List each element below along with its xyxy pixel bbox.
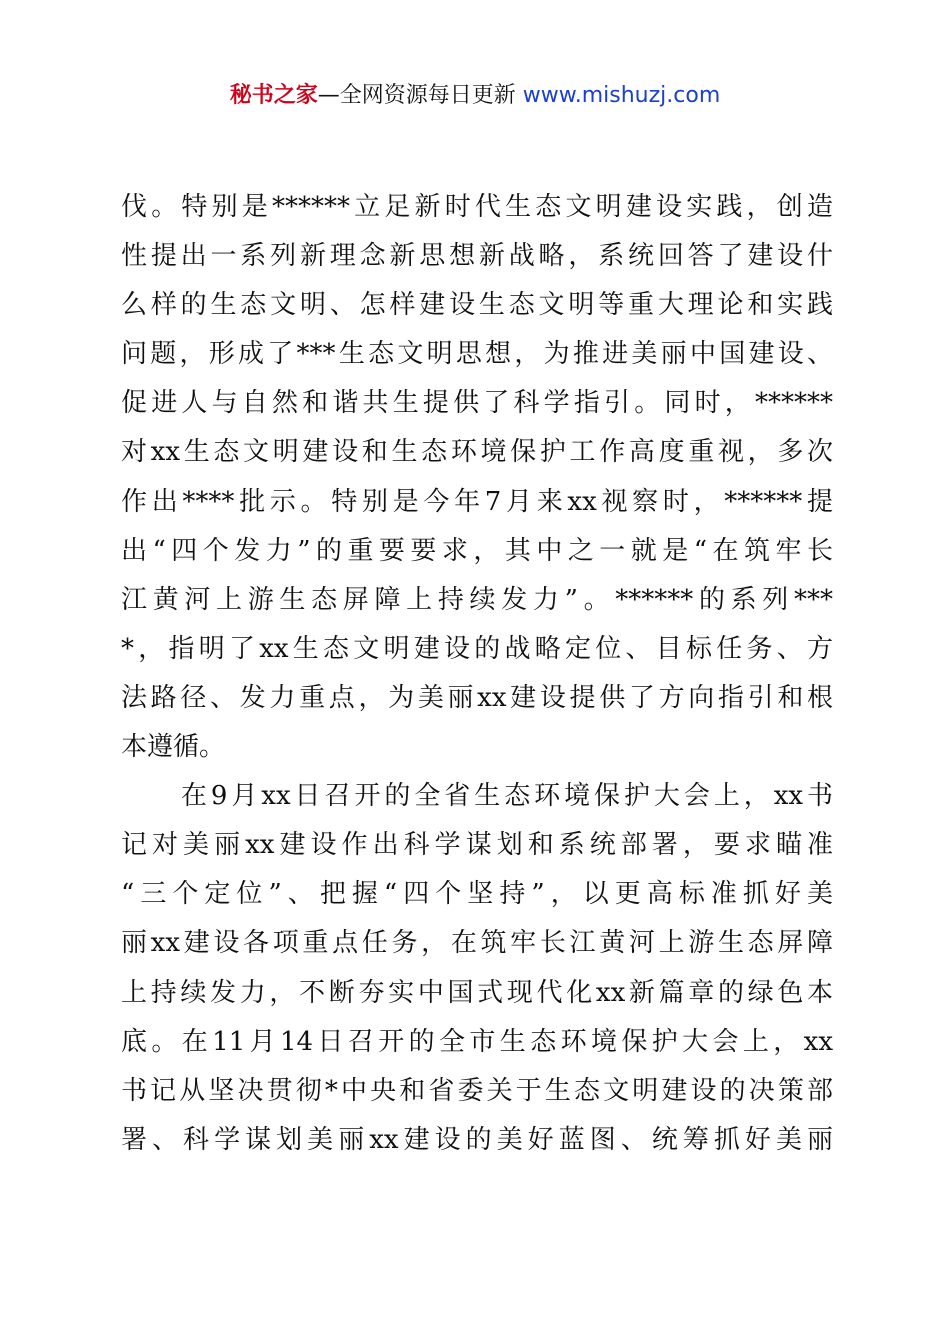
- site-brand: 秘书之家: [229, 83, 318, 108]
- site-header: [0, 78, 950, 114]
- text-line: 本遵循。: [121, 732, 226, 763]
- text-line: “三个定位”、把握“四个坚持”，以更高标准抓好美: [121, 879, 833, 910]
- text-line: 么样的生态文明、怎样建设生态文明等重大理论和实践: [121, 290, 833, 321]
- site-tagline: —全网资源每日更新: [317, 83, 516, 108]
- text-line: 署、科学谋划美丽xx建设的美好蓝图、统筹抓好美丽: [121, 1124, 833, 1155]
- text-line: 促进人与自然和谐共生提供了科学指引。同时，******: [121, 388, 833, 419]
- text-line: 上持续发力，不断夯实中国式现代化xx新篇章的绿色本: [121, 977, 833, 1008]
- site-url-link[interactable]: www.mishuzj.com: [522, 83, 721, 108]
- text-line: 性提出一系列新理念新思想新战略，系统回答了建设什: [121, 241, 833, 272]
- text-line: 在9月xx日召开的全省生态环境保护大会上，xx书: [121, 781, 833, 812]
- text-line: 对xx生态文明建设和生态环境保护工作高度重视，多次: [121, 437, 833, 468]
- document-body: [121, 183, 833, 1165]
- text-line: *，指明了xx生态文明建设的战略定位、目标任务、方: [121, 633, 833, 664]
- paragraph-1: [121, 183, 833, 772]
- text-line: 记对美丽xx建设作出科学谋划和系统部署，要求瞄准: [121, 830, 833, 861]
- text-line: 书记从坚决贯彻*中央和省委关于生态文明建设的决策部: [121, 1075, 833, 1106]
- text-line: 问题，形成了***生态文明思想，为推进美丽中国建设、: [121, 339, 833, 370]
- text-line: 作出****批示。特别是今年7月来xx视察时，******提: [121, 486, 833, 517]
- text-line: 丽xx建设各项重点任务，在筑牢长江黄河上游生态屏障: [121, 928, 833, 959]
- text-line: 出“四个发力”的重要要求，其中之一就是“在筑牢长: [121, 535, 833, 566]
- text-line: 江黄河上游生态屏障上持续发力”。******的系列***: [121, 584, 833, 615]
- paragraph-2: [121, 772, 833, 1165]
- text-line: 底。在11月14日召开的全市生态环境保护大会上，xx: [121, 1026, 833, 1057]
- text-line: 伐。特别是******立足新时代生态文明建设实践，创造: [121, 192, 833, 222]
- text-line: 法路径、发力重点，为美丽xx建设提供了方向指引和根: [121, 682, 833, 713]
